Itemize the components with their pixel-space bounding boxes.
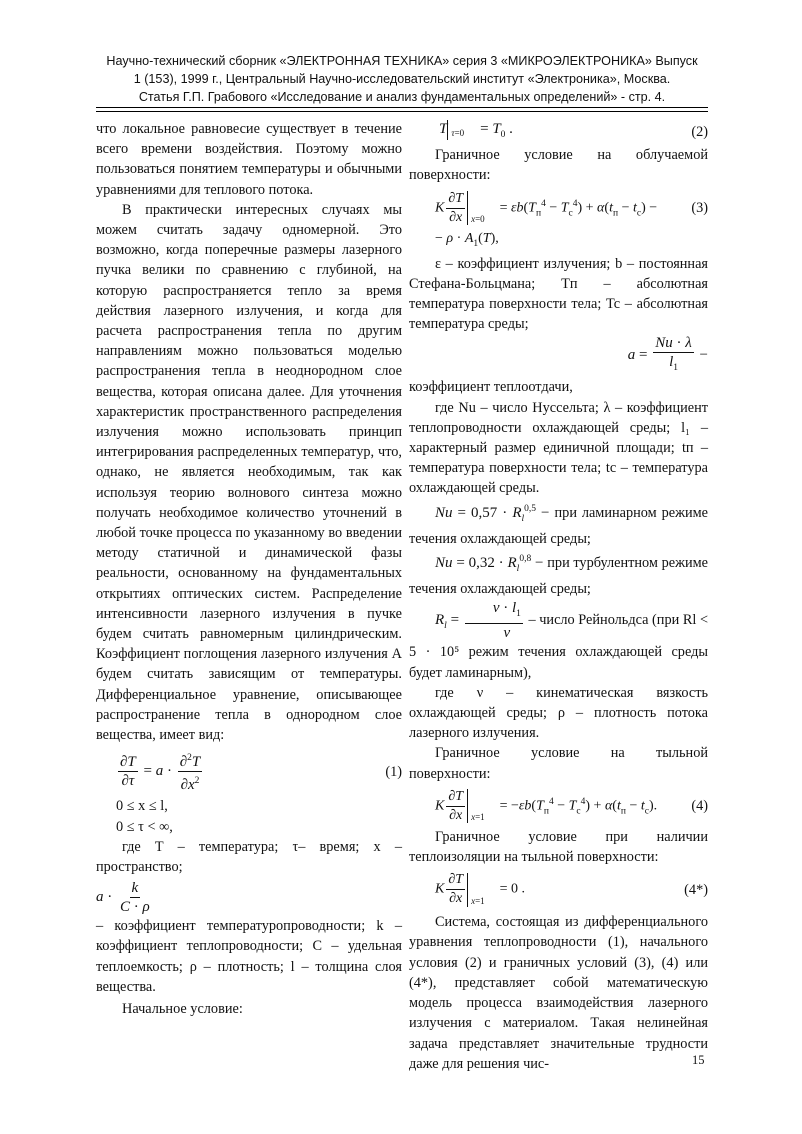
heat-equation: $\frac{\partial T}{\partial\tau}$ = a · $\frac{\partial^2T}{\partial x^2}$: [116, 749, 204, 794]
equation-2: T τ=0 = $T_0$ . (2): [409, 119, 708, 145]
definition: где ν – кинематическая вязкость охлаждающей среды; ρ – плотность потока лазерного излучения.: [409, 684, 708, 742]
running-header: [96, 52, 708, 106]
initial-condition-label: Начальное условие:: [122, 1000, 243, 1017]
equation-3: K $\frac{\partial T}{\partial x}$ x=0 = $\varepsilon b(T_п^4 - T_c^4) + \alpha(t_п - t_c)$ − (3): [435, 190, 708, 225]
reynolds-text: – число Рейнольдса (при Rl < 5 · 10⁵ режим течения охлаждающей среды будет ламинарным),: [409, 612, 709, 681]
equation-3-cont: − $\rho \cdot A_1(T)$,: [435, 230, 499, 249]
equation-4-star: K $\frac{\partial T}{\partial x}$ x=1 = 0 . (4*): [435, 872, 708, 907]
paragraph: Система, состоящая из дифференциального уравнения теплопроводности (1), начального условия (2) и граничных условий (3), (4) или (4*), представляет собой математическую модель процесса взаимодействия лазерного излучения с материалом. Такая нелинейная задача представляет значительные трудности даже для решения чис-: [409, 914, 708, 1072]
laminar-formula: $Nu = 0,57 \cdot R_l^{0,5}$ − при ламинарном режиме течения охлаждающей среды;: [409, 503, 708, 547]
reynolds-formula: $R_l$ = $\frac{\nu \cdot l_1}{\nu}$ – число Рейнольдса (при Rl < 5 · 10⁵ режим течения охлаждающей среды будет ламинарным),: [409, 600, 709, 681]
nusselt-ratio: a = $\frac{Nu \cdot \lambda}{l_1}$ −: [627, 335, 708, 374]
condition: 0 ≤ x ≤ l,: [116, 798, 168, 815]
header-rule-top: [96, 107, 708, 108]
definition: где Nu – число Нуссельта; λ – коэффициент теплопроводности охлаждающей среды; l₁ – характерный размер единичной площади; tп – температура поверхности тела; tc – температура охлаждающей среды.: [409, 399, 708, 497]
paragraph: Граничное условие на облучаемой поверхности:: [409, 147, 708, 184]
condition: 0 ≤ τ < ∞,: [116, 818, 173, 835]
right-column: [409, 119, 708, 1074]
equation-number: (4*): [684, 881, 708, 898]
turbulent-formula: $Nu = 0,32 \cdot R_l^{0,8}$ − при турбулентном режиме течения охлаждающей среды;: [409, 554, 708, 598]
diffusivity-formula: a · $\frac{k}{C \cdot \rho}$: [96, 880, 150, 916]
header-line-2: 1 (153), 1999 г., Центральный Научно-исследовательский институт «Электроника», Москва.: [133, 72, 671, 86]
paragraph: В практически интересных случаях мы можем считать задачу одномерной. Это возможно, когда поперечные размеры лазерного пучка велики по сравнению с глубиной, на которую распространяется тепло за время действия лазерного излучения, и когда для расчета распространения тепла по другим направлениям можно пользоваться моделью распространения тепла в неоднородном слое вещества, которая описана далее. Для уточнения характеристик пространственного распределения излучения можно использовать принцип интегрирования распределенных температур, что, однако, не является необходимым, так как используя теорию волнового синтеза можно получать необходимое количество уточнений в любой точке процесса по указанному во введении методу статичной и динамической фазы реальности, основанному на фундаментальных открытиях оптических систем. Распределение интенсивности лазерного излучения в пучке будем считать равномерным цилиндрическим. Коэффициент поглощения лазерного излучения А будем считать зависящим от температуры. Дифференциальное уравнение, описывающее распространение тепла в однородном слое вещества, имеет вид:: [96, 201, 402, 744]
turbulent-text: при турбулентном режиме течения охлаждающей среды;: [409, 555, 708, 598]
definition: – коэффициент температуропроводности; k – коэффициент теплопроводности; С – удельная теплоемкость; ρ – плотность; l – толщина слоя вещества.: [96, 918, 402, 995]
equation-number: (1): [385, 763, 402, 780]
definition: ε – коэффициент излучения; b – постоянная Стефана-Больцмана; Tп – абсолютная температура поверхности тела; Tc – абсолютная температура среды;: [409, 255, 708, 333]
page-number: 15: [692, 1053, 705, 1067]
equation-4: K $\frac{\partial T}{\partial x}$ x=1 = $-\varepsilon b(T_п^4 - T_c^4) + \alpha(t_п - t_c)$. (4): [435, 788, 708, 823]
equation-number: (2): [691, 124, 708, 140]
paragraph: Граничное условие на тыльной поверхности:: [409, 745, 708, 782]
header-rule-bottom: [96, 111, 708, 112]
left-column: [96, 119, 402, 1019]
header-line-3: Статья Г.П. Грабового «Исследование и анализ фундаментальных определений» - стр. 4.: [138, 90, 666, 104]
definition: где T – температура; τ– время; x – пространство;: [96, 838, 402, 875]
definition: коэффициент теплоотдачи,: [409, 379, 573, 396]
equation-number: (4): [691, 798, 708, 815]
laminar-text: при ламинарном режиме течения охлаждающей среды;: [409, 504, 708, 547]
header-line-1: Научно-технический сборник «ЭЛЕКТРОННАЯ ТЕХНИКА» серия 3 «МИКРОЭЛЕКТРОНИКА» Выпуск: [106, 54, 698, 68]
paragraph: что локальное равновесие существует в течение всего времени воздействия. Поэтому можно пользоваться понятием температуры и обычными уравнениями для теплового потока.: [96, 121, 402, 198]
paragraph: Граничное условие при наличии теплоизоляции на тыльной поверхности:: [409, 828, 708, 866]
equation-number: (3): [691, 200, 708, 216]
equation-1: [116, 749, 402, 794]
